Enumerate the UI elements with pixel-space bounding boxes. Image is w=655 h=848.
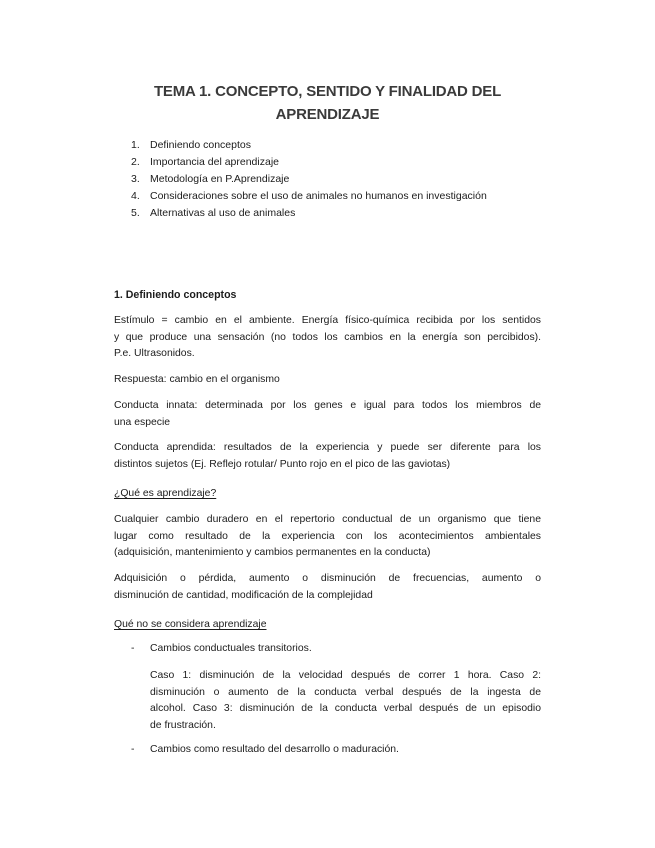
toc-label: Definiendo conceptos [150,139,251,151]
toc-number: 1. [131,139,140,151]
toc-number: 4. [131,190,140,202]
paragraph-casos [150,668,541,734]
paragraph-respuesta [114,372,541,389]
toc-item [131,154,487,171]
subheading: ¿Qué es aprendizaje? [114,488,217,499]
text-line: una especie [114,416,171,428]
toc-label: Alternativas al uso de animales [150,207,296,219]
text-line: Conducta aprendida: resultados de la experiencia y puede ser diferente para los [114,442,541,453]
paragraph-adquisicion [114,571,541,604]
text-line: (adquisición, mantenimiento y cambios permanentes en la conducta) [114,547,431,558]
paragraph-estimulo [114,313,541,363]
text-line: Respuesta: cambio en el organismo [114,374,280,385]
title-line-2: APRENDIZAJE [275,106,380,123]
table-of-contents [131,137,487,222]
toc-item [131,205,487,222]
text-line: Adquisición o pérdida, aumento o disminución de frecuencias, aumento o [114,573,541,584]
bullet-text: Cambios como resultado del desarrollo o maduración. [150,744,399,755]
text-line: Estímulo = cambio en el ambiente. Energía físico-química recibida por los sentidos [114,315,541,326]
text-line: Cualquier cambio duradero en el repertorio conductual de un organismo que tiene [114,514,541,525]
toc-number: 5. [131,207,140,219]
text-line: alcohol. Caso 3: disminución de la conducta verbal después de un episodio [150,703,541,714]
bullet-dash: - [131,744,135,755]
text-line: disminución o aumento de la conducta verbal después de la ingesta de [150,686,541,698]
text-line: Conducta innata: determinada por los genes e igual para todos los miembros de [114,400,541,411]
toc-item [131,137,487,154]
subheading: Qué no se considera aprendizaje [114,619,267,630]
bullet-dash: - [131,643,135,654]
text-line: de frustración. [150,719,216,731]
text-line: y que produce una sensación (no todos los cambios en la energía son percibidos). [114,331,541,343]
toc-item [131,188,487,205]
paragraph-definicion [114,512,541,562]
subheading-que-es-aprendizaje [114,486,541,503]
text-line: distintos sujetos (Ej. Reflejo rotular/ Punto rojo en el pico de las gaviotas) [114,458,451,470]
toc-number: 2. [131,156,140,168]
text-line: P.e. Ultrasonidos. [114,348,195,359]
bullet-text: Cambios conductuales transitorios. [150,643,312,654]
text-line: disminución de cantidad, modificación de la complejidad [114,589,373,601]
paragraph-conducta-aprendida [114,440,541,473]
section-heading: 1. Definiendo conceptos [114,289,237,301]
paragraph-conducta-innata [114,398,541,431]
toc-label: Importancia del aprendizaje [150,156,279,168]
toc-label: Consideraciones sobre el uso de animales no humanos en investigación [150,190,487,202]
toc-number: 3. [131,173,140,185]
text-line: Caso 1: disminución de la velocidad después de correr 1 hora. Caso 2: [150,670,541,681]
subheading-no-aprendizaje [114,617,541,634]
toc-item [131,171,487,188]
toc-label: Metodología en P.Aprendizaje [150,173,290,185]
page-title [60,80,595,126]
text-line: lugar como resultado de la experiencia con los acontecimientos ambientales [114,530,541,542]
title-line-1: TEMA 1. CONCEPTO, SENTIDO Y FINALIDAD DEL [153,83,502,100]
